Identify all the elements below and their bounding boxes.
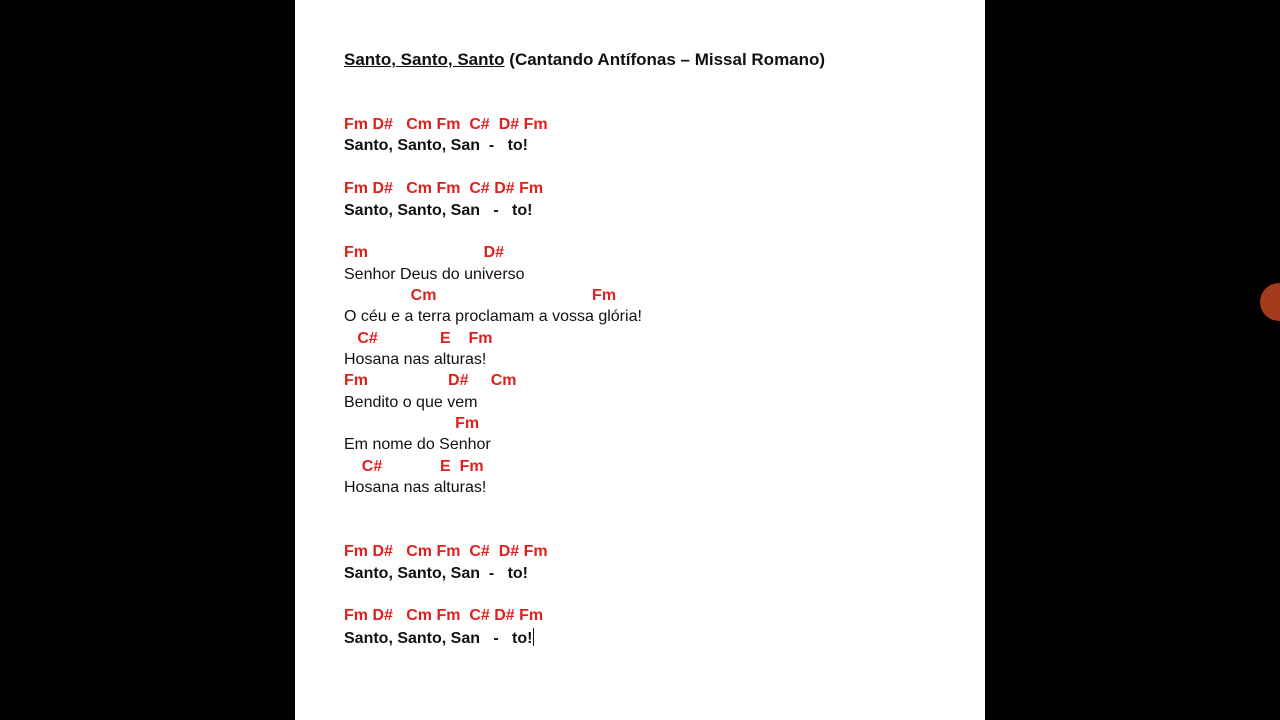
lyric-text: Santo, Santo, San - to! xyxy=(344,630,533,647)
lyric-line: Hosana nas alturas! xyxy=(344,479,487,496)
song-title xyxy=(344,50,825,70)
chord-line: Fm D# xyxy=(344,244,505,261)
lyric-line: Santo, Santo, San - to! xyxy=(344,202,533,219)
chord-line: Fm D# Cm Fm C# D# Fm xyxy=(344,607,544,624)
chord-line: C# E Fm xyxy=(344,458,484,475)
text-cursor xyxy=(533,628,534,646)
side-floating-button[interactable] xyxy=(1260,283,1280,321)
chord-line: Fm D# Cm Fm C# D# Fm xyxy=(344,543,548,560)
lyric-line: Em nome do Senhor xyxy=(344,436,491,453)
lyric-line: Hosana nas alturas! xyxy=(344,351,487,368)
lyric-line: Bendito o que vem xyxy=(344,394,478,411)
lyric-line-last[interactable] xyxy=(344,628,534,649)
lyric-line: O céu e a terra proclamam a vossa glória! xyxy=(344,308,642,325)
chord-line: Fm D# Cm Fm C# D# Fm xyxy=(344,180,544,197)
chord-line: Fm D# Cm xyxy=(344,372,517,389)
song-title-subtitle: (Cantando Antífonas – Missal Romano) xyxy=(504,50,826,69)
lyric-line: Santo, Santo, San - to! xyxy=(344,137,528,154)
lyric-line: Santo, Santo, San - to! xyxy=(344,565,528,582)
document-page xyxy=(295,0,985,720)
chord-line: Cm Fm xyxy=(344,287,617,304)
chord-line: C# E Fm xyxy=(344,330,493,347)
chord-line: Fm D# Cm Fm C# D# Fm xyxy=(344,116,548,133)
lyric-line: Senhor Deus do universo xyxy=(344,266,525,283)
chord-line: Fm xyxy=(344,415,480,432)
song-title-main: Santo, Santo, Santo xyxy=(344,50,505,69)
